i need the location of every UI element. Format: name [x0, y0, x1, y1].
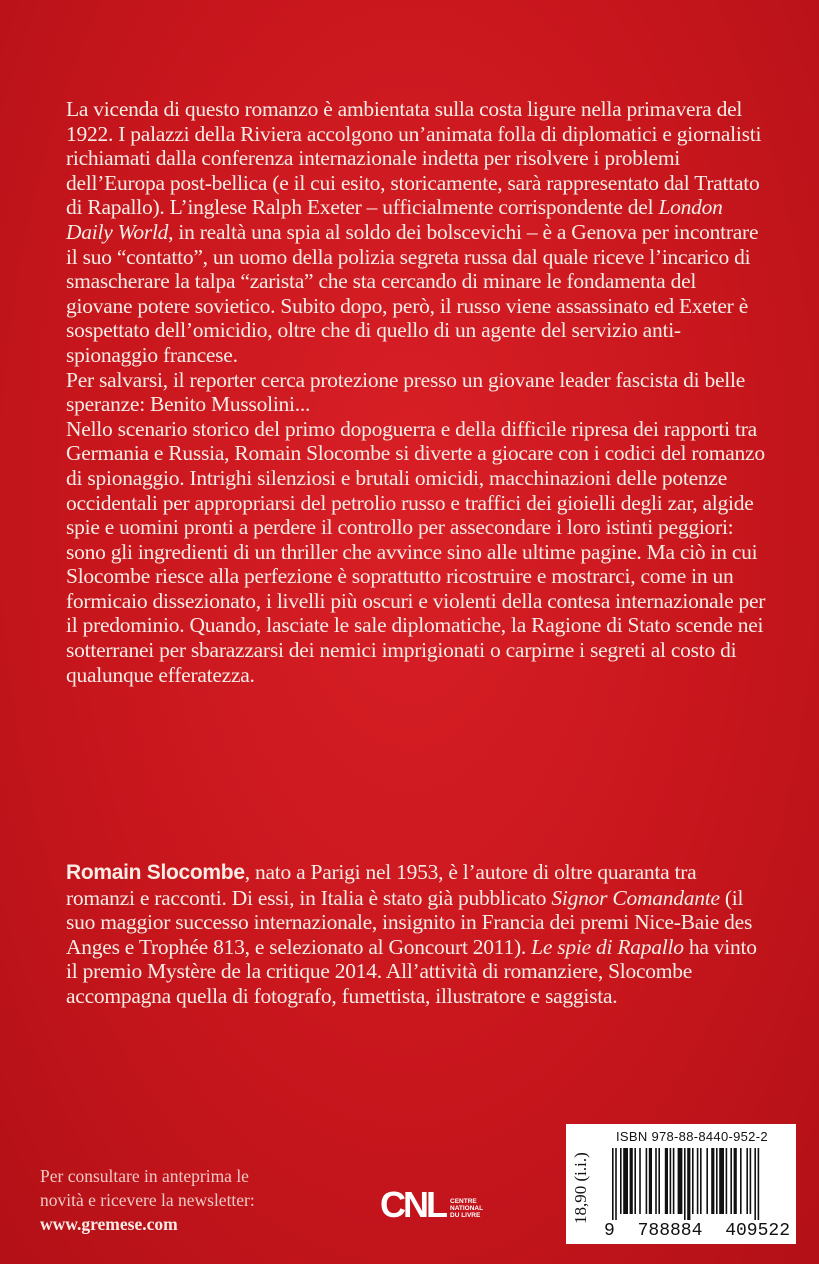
synopsis-paragraph-3: Nello scenario storico del primo dopoguerra e della difficile ripresa dei rapporti tra Germania e Russia, Romain Slocombe si diverte a giocare con i codici del romanzo di spionaggio. Intrighi silenziosi e brutali omicidi, macchinazioni delle potenze occidentali per appropriarsi del petrolio russo e traffici dei gioielli degli zar, algide spie e uomini pronti a perdere il controllo per assecondare i loro istinti peggiori: sono gli ingredienti di un thriller che avvince sino alle ultime pagine. Ma ciò in cui Slocombe riesce alla perfezione è soprattutto ricostruire e mostrarci, come in un formicaio dissezionato, i livelli più oscuri e violenti della contesa internazionale per il predominio. Quando, lasciate le sale diplomatiche, la Ragione di Stato scende nei sotterranei per sbarazzarsi dei nemici imprigionati o carpirne i segreti al costo di qualunque efferatezza. [66, 416, 766, 687]
book-title: Signor Comandante [551, 885, 720, 910]
barcode-bar [684, 1148, 686, 1220]
barcode-bar [700, 1148, 702, 1214]
synopsis-text: La vicenda di questo romanzo è ambientata sulla costa ligure nella primavera del 1922. I palazzi della Riviera accolgono un’animata folla di diplomatici e giornalisti richiamati dalla conferenza internazionale indetta per risolvere i problemi dell’Europa post-bellica (e il cui esito, storicamente, sarà rappresentato dal Trattato di Rapallo). L’inglese Ralph Exeter – ufficialmente corrispondente del [66, 97, 762, 220]
barcode-bar [623, 1148, 628, 1214]
barcode-bar [615, 1148, 617, 1220]
barcode-bar [670, 1148, 672, 1214]
barcode-bar [719, 1148, 724, 1214]
barcode-digit-group: 788884 [637, 1221, 703, 1241]
bio-text: ha vinto il premio Mystère de la critique 2014. All’attività di romanziere, Slocombe accompagna quella di fotografo, fumettista, illustratore e saggista. [66, 934, 757, 1008]
barcode-bar [716, 1148, 718, 1214]
promo-line: novità e ricevere la newsletter: [40, 1190, 255, 1210]
author-bio-paragraph [66, 860, 766, 1009]
barcode-bar [697, 1148, 699, 1214]
logo-subtitle-line: NATIONAL [450, 1205, 484, 1212]
synopsis-paragraph-2: Per salvarsi, il reporter cerca protezione presso un giovane leader fascista di belle speranze: Benito Mussolini... [66, 367, 745, 417]
barcode-bars [606, 1148, 792, 1220]
barcode-bar [673, 1148, 675, 1214]
author-bio [66, 860, 766, 1009]
barcode-bar [746, 1148, 748, 1214]
barcode-bar [630, 1148, 633, 1214]
barcode-bar [706, 1148, 708, 1214]
logo-subtitle [450, 1198, 483, 1219]
barcode-bar [678, 1148, 683, 1214]
barcode-bar [634, 1148, 636, 1214]
barcode-bar [665, 1148, 668, 1214]
newspaper-title: London Daily World [66, 195, 723, 244]
synopsis [66, 97, 766, 687]
barcode-panel [566, 1124, 796, 1244]
barcode-bar [758, 1148, 760, 1220]
barcode-bar [754, 1148, 756, 1220]
price-label [566, 1124, 600, 1244]
publisher-promo [40, 1164, 340, 1236]
publisher-website-link[interactable]: www.gremese.com [40, 1214, 178, 1234]
isbn-label: ISBN 978-88-8440-952-2 [616, 1129, 768, 1144]
barcode-digits [604, 1221, 790, 1241]
barcode-digit: 9 [604, 1221, 615, 1241]
barcode-bar [711, 1148, 714, 1214]
logo-subtitle-line: DU LIVRE [450, 1212, 481, 1219]
barcode-bar [730, 1148, 732, 1214]
barcode-bar [655, 1148, 657, 1214]
synopsis-paragraph-1 [66, 97, 766, 368]
synopsis-text: , in realtà una spia al soldo dei bolscevichi – è a Genova per incontrare il suo “contatto”, un uomo della polizia segreta russa dal quale riceve l’incarico di smascherare la talpa “zarista” che sta cercando di minare le fondamenta del giovane potere sovietico. Subito dopo, però, il russo viene assassinato ed Exeter è sospettato dell’omicidio, oltre che di quello di un agente del servizio anti-spionaggio francese. [66, 219, 759, 367]
barcode-bar [726, 1148, 728, 1214]
barcode-digit-group: 409522 [725, 1221, 790, 1241]
book-title: Le spie di Rapallo [531, 934, 684, 959]
barcode-bar [687, 1148, 690, 1220]
bio-text: , nato a Parigi nel 1953, è l’autore di oltre quaranta tra romanzi e racconti. Di essi, in Italia è stato già pubblicato [66, 860, 697, 910]
barcode-bar [740, 1148, 742, 1214]
barcode-bar [649, 1148, 652, 1214]
barcode-bar [734, 1148, 737, 1214]
barcode-bar [658, 1148, 660, 1214]
cnl-logo [380, 1183, 484, 1225]
promo-line: Per consultare in anteprima le [40, 1166, 249, 1186]
barcode-bar [639, 1148, 641, 1214]
bio-text: (il suo maggior successo internazionale, insignito in Francia dei premi Nice-Baie des Anges e Trophée 813, e selezionato al Goncourt 2011). [66, 885, 753, 959]
barcode-bar [646, 1148, 648, 1214]
logo-letters: CNL [380, 1184, 445, 1225]
logo-subtitle-line: CENTRE [450, 1198, 477, 1205]
barcode-bar [612, 1148, 614, 1220]
barcode-bar [692, 1148, 694, 1214]
price-text: 18,90 (i.i.) [571, 1152, 590, 1224]
barcode-bar [620, 1148, 622, 1214]
barcode-bar [750, 1148, 752, 1214]
author-name: Romain Slocombe [66, 861, 245, 884]
